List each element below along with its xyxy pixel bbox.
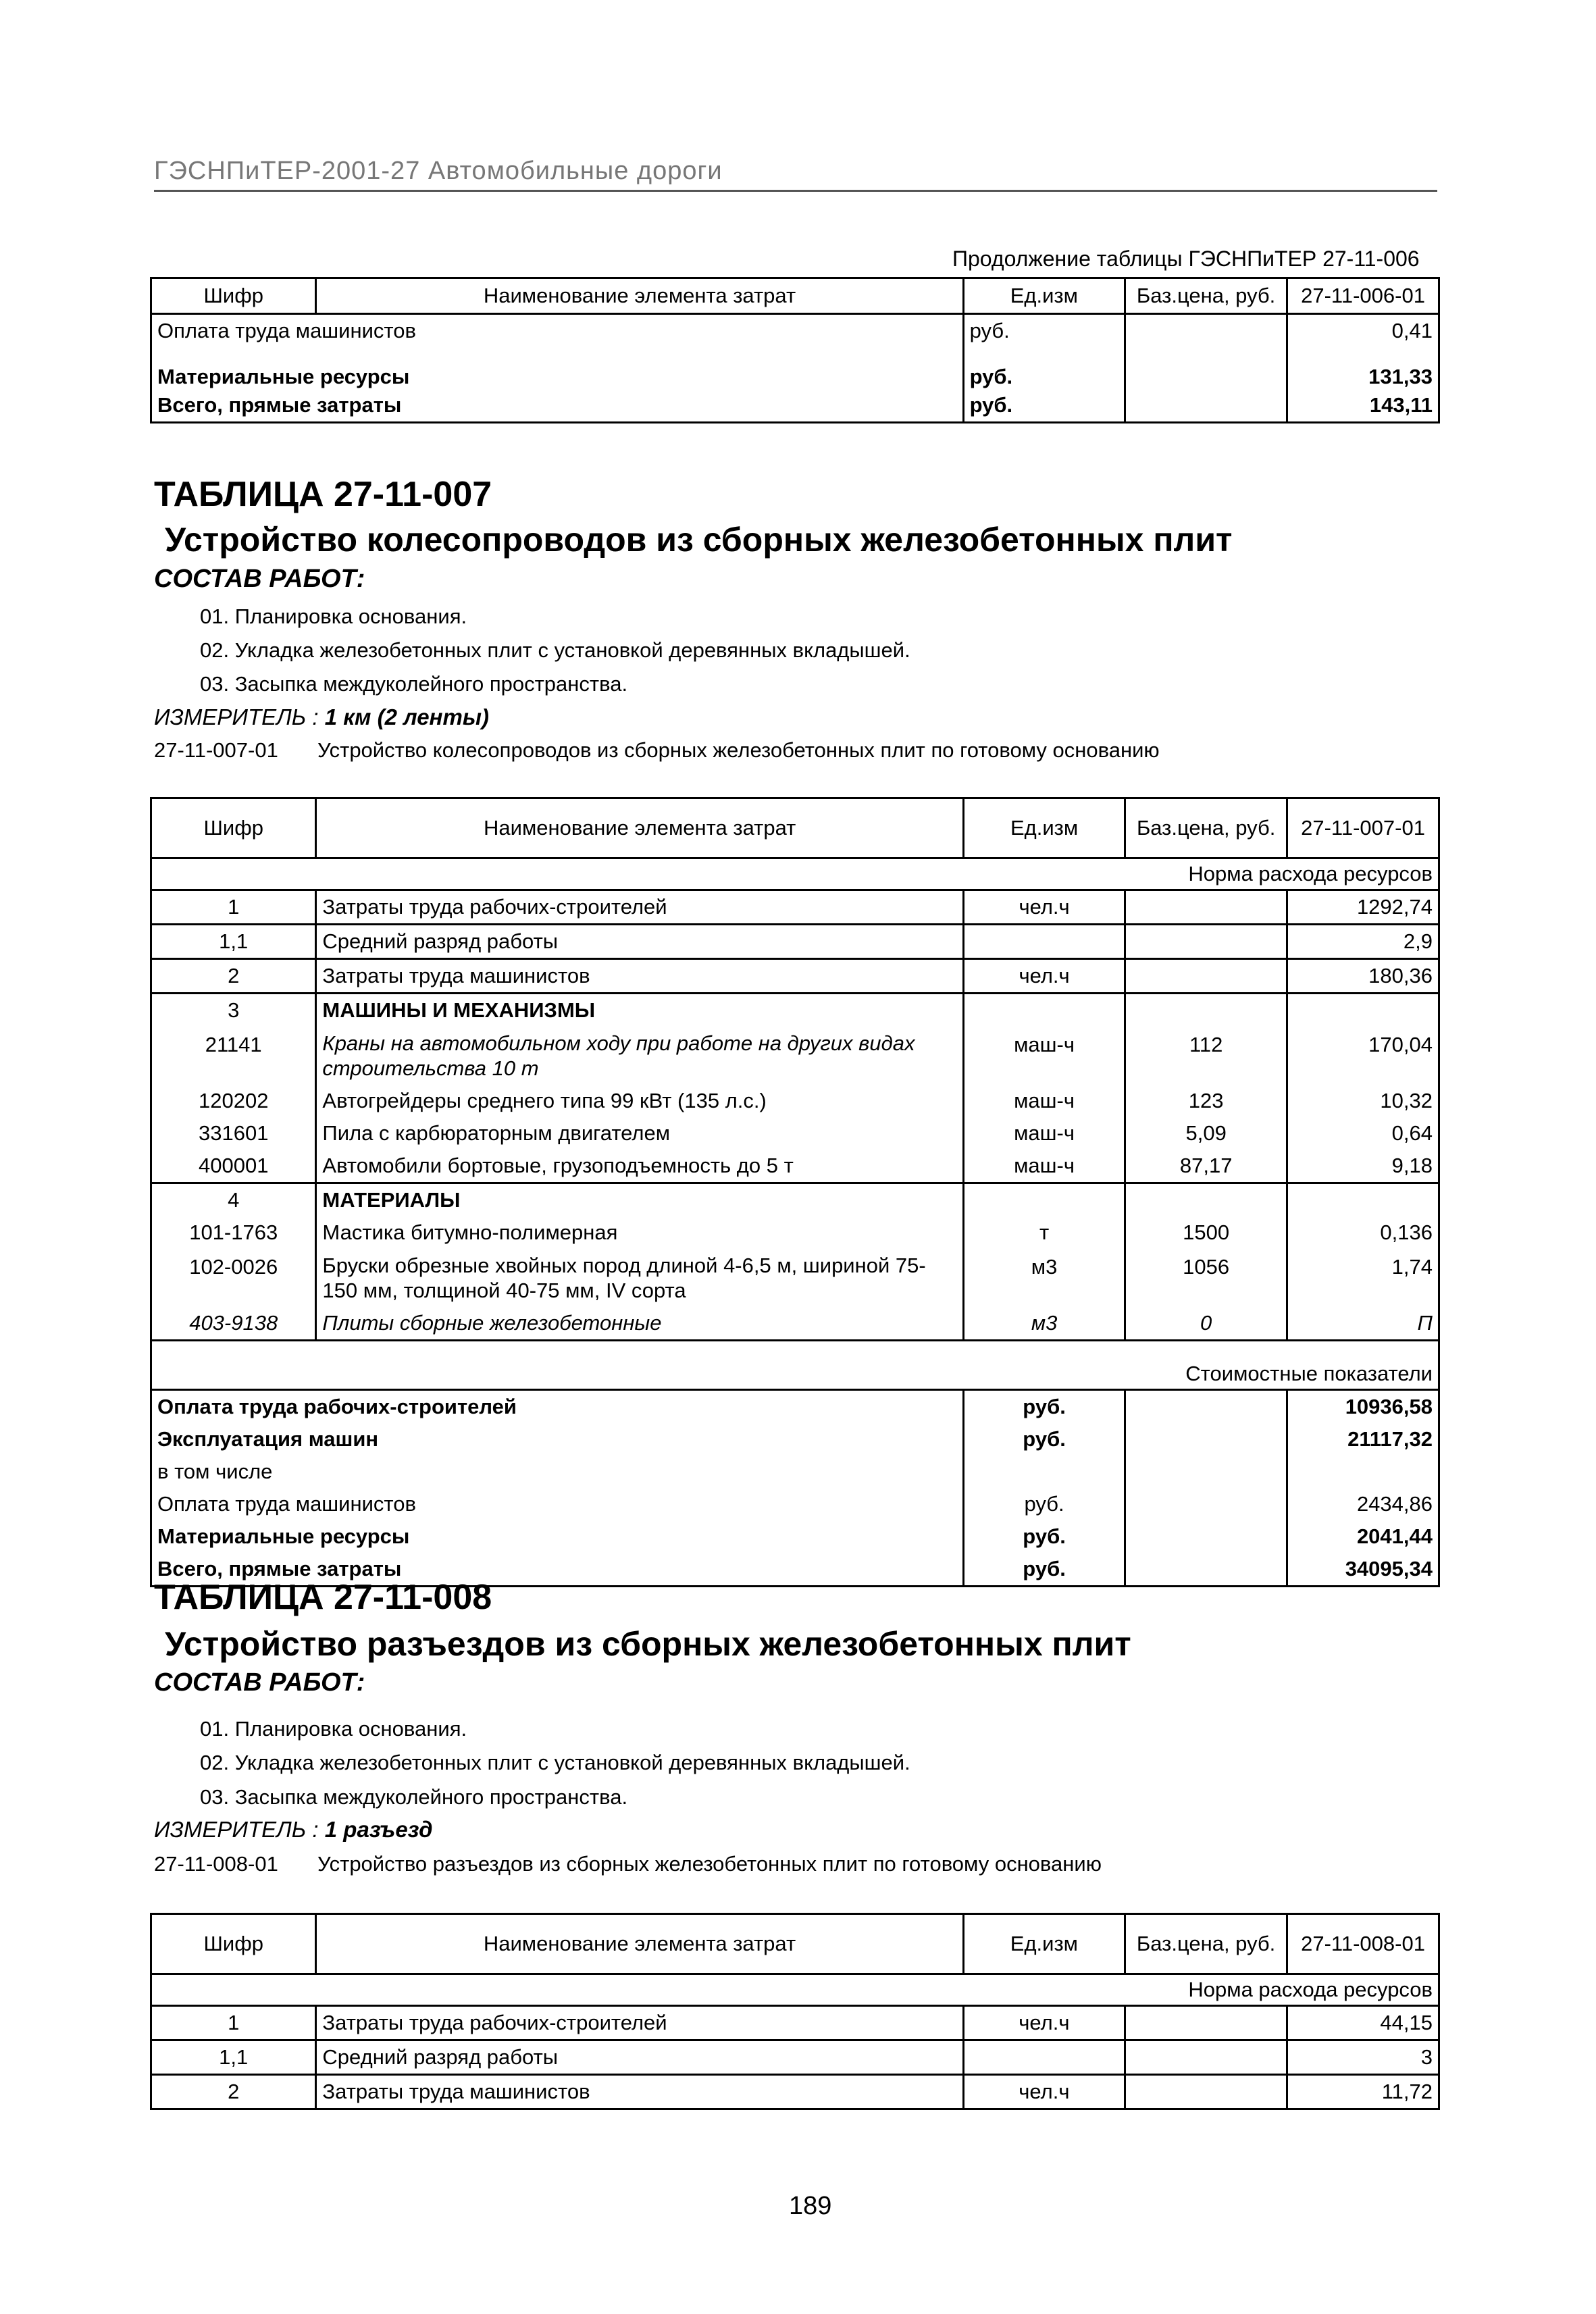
- cost-row: в том числе: [151, 1456, 1439, 1488]
- section-subtitle: Устройство разъездов из сборных железобетонных плит: [165, 1625, 1131, 1663]
- table-row: 331601 Пила с карбюраторным двигателем маш-ч 5,09 0,64: [151, 1117, 1439, 1150]
- table-row: 1 Затраты труда рабочих-строителей чел.ч 1292,74: [151, 890, 1439, 925]
- continuation-note: Продолжение таблицы ГЭСНПиТЕР 27-11-006: [952, 247, 1420, 271]
- col-name: Наименование элемента затрат: [316, 278, 963, 314]
- col-price: Баз.цена, руб.: [1125, 798, 1287, 858]
- work-item: 01. Планировка основания.: [200, 605, 467, 628]
- table-row: 403-9138 Плиты сборные железобетонные м3 0 П: [151, 1307, 1439, 1341]
- cost-row: Эксплуатация машин руб. 21117,32: [151, 1423, 1439, 1456]
- col-name: Наименование элемента затрат: [316, 798, 964, 858]
- work-item: 03. Засыпка междуколейного пространства.: [200, 1785, 628, 1809]
- work-item: 02. Укладка железобетонных плит с установкой деревянных вкладышей.: [200, 638, 910, 662]
- works-heading: СОСТАВ РАБОТ:: [154, 1668, 365, 1697]
- works-heading: СОСТАВ РАБОТ:: [154, 565, 365, 593]
- table-27-11-007: [150, 797, 1440, 1587]
- table-row: 400001 Автомобили бортовые, грузоподъемность до 5 т маш-ч 87,17 9,18: [151, 1150, 1439, 1183]
- table-row: 2 Затраты труда машинистов чел.ч 11,72: [151, 2075, 1439, 2109]
- work-item: 03. Засыпка междуколейного пространства.: [200, 672, 628, 696]
- col-unit: Ед.изм: [963, 798, 1125, 858]
- table-row: 1,1 Средний разряд работы 3: [151, 2040, 1439, 2075]
- table-row: 101-1763 Мастика битумно-полимерная т 1500 0,136: [151, 1216, 1439, 1249]
- cost-row: Оплата труда рабочих-строителей руб. 10936,58: [151, 1390, 1439, 1424]
- section-subtitle: Устройство колесопроводов из сборных железобетонных плит: [165, 521, 1233, 559]
- col-price: Баз.цена, руб.: [1125, 1914, 1287, 1974]
- code: 27-11-007-01: [154, 738, 278, 762]
- col-code: Шифр: [151, 798, 316, 858]
- norm-header: Норма расхода ресурсов: [151, 1974, 1439, 2006]
- code-line: [154, 738, 1160, 763]
- norm-header: Норма расхода ресурсов: [151, 858, 1439, 890]
- work-item: 01. Планировка основания.: [200, 1717, 467, 1741]
- work-item: 02. Укладка железобетонных плит с установкой деревянных вкладышей.: [200, 1751, 910, 1774]
- table-row: 4 МАТЕРИАЛЫ: [151, 1183, 1439, 1217]
- col-price: Баз.цена, руб.: [1125, 278, 1287, 314]
- running-header: ГЭСНПиТЕР-2001-27 Автомобильные дороги: [154, 157, 1437, 192]
- table-row: Материальные ресурсы руб. 131,33: [151, 347, 1439, 389]
- table-27-11-006-cont: [150, 277, 1440, 423]
- measure-line: [154, 704, 489, 730]
- table-title: ТАБЛИЦА 27-11-008: [154, 1578, 492, 1617]
- col-code: Шифр: [151, 278, 316, 314]
- page-number: 189: [789, 2192, 832, 2220]
- table-row: 1 Затраты труда рабочих-строителей чел.ч 44,15: [151, 2006, 1439, 2040]
- col-name: Наименование элемента затрат: [316, 1914, 963, 1974]
- table-header: [151, 1914, 1439, 1974]
- col-unit: Ед.изм: [963, 1914, 1125, 1974]
- table-row: 21141 Краны на автомобильном ходу при работе на других видах строительства 10 т маш-ч 112 170,04: [151, 1027, 1439, 1085]
- col-code: Шифр: [151, 1914, 316, 1974]
- table-row: Всего, прямые затраты руб. 143,11: [151, 389, 1439, 423]
- table-row: 120202 Автогрейдеры среднего типа 99 кВт (135 л.с.) маш-ч 123 10,32: [151, 1085, 1439, 1117]
- measure-label: ИЗМЕРИТЕЛЬ :: [154, 1817, 319, 1842]
- table-header: [151, 278, 1439, 314]
- table-row: 3 МАШИНЫ И МЕХАНИЗМЫ: [151, 994, 1439, 1027]
- table-title: ТАБЛИЦА 27-11-007: [154, 475, 492, 514]
- cost-row: Оплата труда машинистов руб. 2434,86: [151, 1488, 1439, 1520]
- table-row: Оплата труда машинистов руб. 0,41: [151, 314, 1439, 348]
- measure-label: ИЗМЕРИТЕЛЬ :: [154, 704, 319, 729]
- table-27-11-008: [150, 1913, 1440, 2110]
- measure-value: 1 разъезд: [324, 1817, 433, 1842]
- measure-line: [154, 1817, 432, 1843]
- table-row: 2 Затраты труда машинистов чел.ч 180,36: [151, 959, 1439, 994]
- code-description: Устройство колесопроводов из сборных железобетонных плит по готовому основанию: [317, 738, 1160, 762]
- code-description: Устройство разъездов из сборных железобетонных плит по готовому основанию: [317, 1852, 1102, 1876]
- table-header: [151, 798, 1439, 858]
- code: 27-11-008-01: [154, 1852, 278, 1876]
- cost-header: Стоимостные показатели: [151, 1341, 1439, 1390]
- col-unit: Ед.изм: [963, 278, 1125, 314]
- table-row: 1,1 Средний разряд работы 2,9: [151, 925, 1439, 959]
- cost-row: Материальные ресурсы руб. 2041,44: [151, 1520, 1439, 1553]
- code-line: [154, 1852, 1102, 1876]
- col-norm: 27-11-008-01: [1287, 1914, 1439, 1974]
- cost-row: Всего, прямые затраты руб. 34095,34: [151, 1553, 1439, 1587]
- col-norm: 27-11-006-01: [1287, 278, 1439, 314]
- col-norm: 27-11-007-01: [1287, 798, 1439, 858]
- measure-value: 1 км (2 ленты): [324, 704, 489, 729]
- table-row: 102-0026 Бруски обрезные хвойных пород длиной 4-6,5 м, шириной 75-150 мм, толщиной 40-75 мм, IV сорта м3 1056 1,74: [151, 1249, 1439, 1307]
